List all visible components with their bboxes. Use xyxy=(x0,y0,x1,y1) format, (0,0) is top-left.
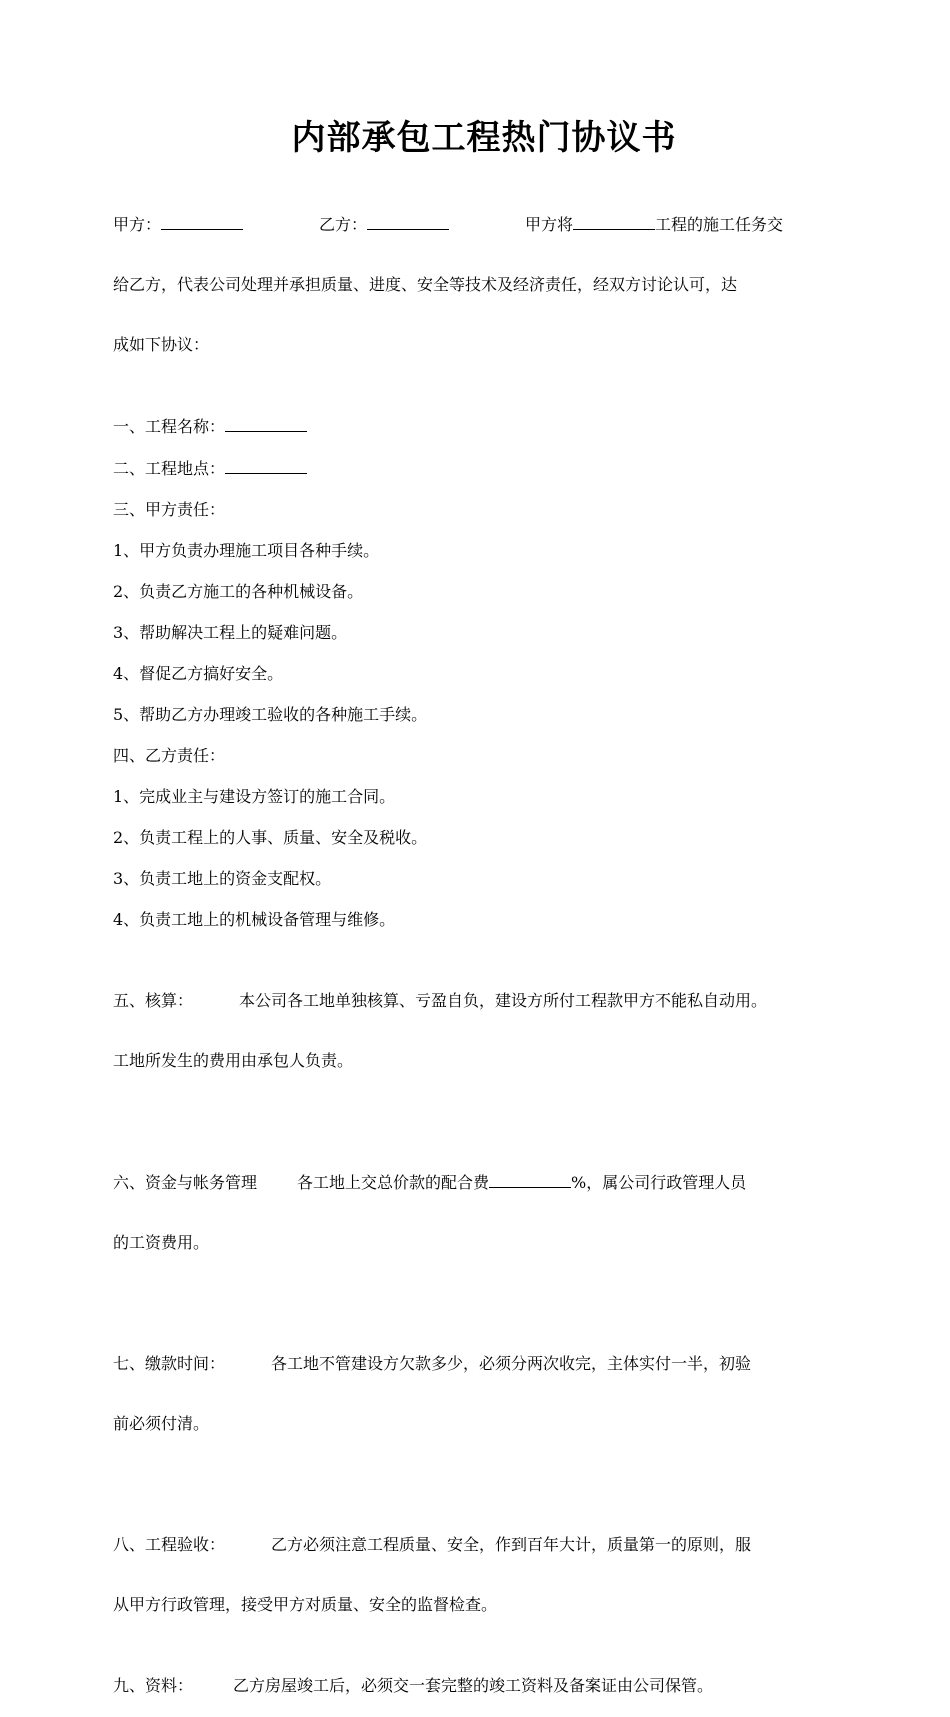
party-b-duty-item: 2、负责工程上的人事、质量、安全及税收。 xyxy=(113,828,428,847)
intro-rest-line1: 工程的施工任务交 xyxy=(655,215,784,234)
finance-text-a: 各工地上交总价款的配合费 xyxy=(297,1173,490,1192)
finance-text-b: %，属公司行政管理人员 xyxy=(571,1173,747,1192)
intro-line-3: 成如下协议： xyxy=(113,335,210,354)
accounting-label: 五、核算： xyxy=(113,991,194,1010)
finance-label: 六、资金与帐务管理 xyxy=(113,1173,258,1192)
party-a-duty-item: 5、帮助乙方办理竣工验收的各种施工手续。 xyxy=(113,705,428,724)
materials-label: 九、资料： xyxy=(113,1676,194,1695)
finance-line-2: 的工资费用。 xyxy=(113,1233,210,1252)
intro-line-2: 给乙方，代表公司处理并承担质量、进度、安全等技术及经济责任，经双方讨论认可，达 xyxy=(113,275,738,294)
payment-time-label: 七、缴款时间： xyxy=(113,1354,226,1373)
project-name-label: 一、工程名称： xyxy=(113,417,226,436)
project-site-label: 二、工程地点： xyxy=(113,459,226,478)
payment-time-text: 各工地不管建设方欠款多少，必须分两次收完，主体实付一半，初验 xyxy=(271,1354,752,1373)
payment-time-line-1 xyxy=(113,1354,855,1374)
project-site-line xyxy=(113,458,855,479)
intro-paragraph xyxy=(113,174,855,395)
accounting-text: 本公司各工地单独核算、亏盈自负，建设方所付工程款甲方不能私自动用。 xyxy=(239,991,768,1010)
party-a-duty-item: 4、督促乙方搞好安全。 xyxy=(113,664,284,683)
project-name-line xyxy=(113,416,855,437)
project-blank xyxy=(573,214,655,230)
finance-line-1 xyxy=(113,1172,855,1193)
party-b-label: 乙方： xyxy=(319,215,368,234)
accounting-line-1 xyxy=(113,991,855,1011)
party-a-duty-item: 1、甲方负责办理施工项目各种手续。 xyxy=(113,541,380,560)
accounting-clause xyxy=(113,951,855,1111)
party-b-duties-heading: 四、乙方责任： xyxy=(113,746,226,765)
intro-line-1 xyxy=(113,214,855,235)
party-a-label: 甲方： xyxy=(113,215,162,234)
finance-clause xyxy=(113,1132,855,1293)
materials-clause xyxy=(113,1676,855,1696)
accounting-line-2: 工地所发生的费用由承包人负责。 xyxy=(113,1051,354,1070)
payment-time-line-2: 前必须付清。 xyxy=(113,1414,210,1433)
party-b-blank xyxy=(367,214,449,230)
intro-lead: 甲方将 xyxy=(525,215,574,234)
project-name-blank xyxy=(225,416,307,432)
party-a-duty-item: 2、负责乙方施工的各种机械设备。 xyxy=(113,582,364,601)
document-page xyxy=(113,110,855,1717)
acceptance-clause xyxy=(113,1495,855,1655)
acceptance-label: 八、工程验收： xyxy=(113,1535,226,1554)
document-title: 内部承包工程热门协议书 xyxy=(291,118,677,158)
acceptance-line-2: 从甲方行政管理，接受甲方对质量、安全的监督检查。 xyxy=(113,1595,498,1614)
payment-time-clause xyxy=(113,1314,855,1474)
party-b-duty-item: 4、负责工地上的机械设备管理与维修。 xyxy=(113,910,396,929)
party-a-duties-heading: 三、甲方责任： xyxy=(113,500,226,519)
party-a-blank xyxy=(161,214,243,230)
party-a-duty-item: 3、帮助解决工程上的疑难问题。 xyxy=(113,623,348,642)
materials-text: 乙方房屋竣工后，必须交一套完整的竣工资料及备案证由公司保管。 xyxy=(233,1676,714,1695)
party-b-duty-item: 3、负责工地上的资金支配权。 xyxy=(113,869,332,888)
project-site-blank xyxy=(225,458,307,474)
acceptance-text: 乙方必须注意工程质量、安全，作到百年大计，质量第一的原则，服 xyxy=(271,1535,752,1554)
party-b-duty-item: 1、完成业主与建设方签订的施工合同。 xyxy=(113,787,396,806)
acceptance-line-1 xyxy=(113,1535,855,1555)
fee-percent-blank xyxy=(489,1172,571,1188)
